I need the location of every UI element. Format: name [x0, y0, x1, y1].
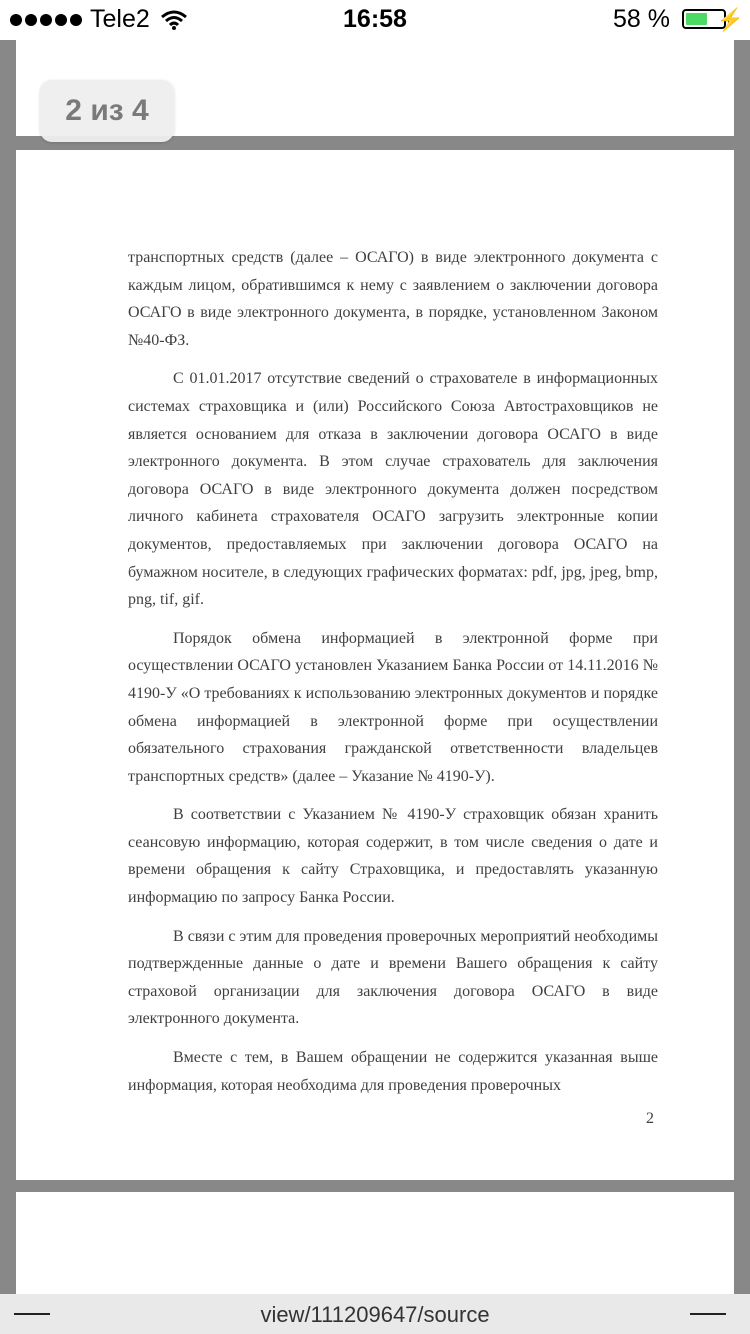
dash-icon [690, 1313, 726, 1315]
document-paragraph: транспортных средств (далее – ОСАГО) в виде электронного документа с каждым лицом, обратившимся к нему с заявлением о заключении договора ОСАГО в виде электронного документа, в порядке, установленном Законом №40-ФЗ. [128, 249, 658, 349]
browser-bottom-bar [0, 1294, 750, 1334]
document-paragraph: С 01.01.2017 отсутствие сведений о страхователе в информационных системах страховщика и (или) Российского Союза Автостраховщиков не является основанием для отказа в заключении договора ОСАГО в виде электронного документа. В этом случае страхователь для заключения договора ОСАГО в виде электронного документа должен посредством личного кабинета страхователя ОСАГО загрузить электронные копии документов, предоставляемых при заключении договора ОСАГО на бумажном носителе, в следующих графических форматах: pdf, jpg, jpeg, bmp, png, tif, gif. [128, 370, 658, 609]
battery-percent: 58 % [613, 5, 670, 33]
document-paragraph: В соответствии с Указанием № 4190-У страховщик обязан хранить сеансовую информацию, которая содержит, в том числе сведения о дате и времени обращения к сайту Страховщика, и предоставлять указанную информацию по запросу Банка России. [128, 806, 658, 907]
page-counter: 2 из 4 [40, 80, 174, 142]
document-paragraph: Вместе с тем, в Вашем обращении не содержится указанная выше информация, которая необходима для проведения проверочных [128, 1049, 658, 1094]
document-paragraph: В связи с этим для проведения проверочных мероприятий необходимы подтвержденные данные о дате и времени Вашего обращения к сайту страховой организации для заключения договора ОСАГО в виде электронного документа. [128, 927, 658, 1028]
carrier-name: Tele2 [90, 5, 150, 33]
page-number: 2 [646, 1110, 654, 1127]
status-bar [0, 0, 750, 40]
status-time: 16:58 [343, 5, 407, 33]
url-text[interactable]: view/111209647/source [260, 1302, 490, 1327]
next-page[interactable] [16, 1192, 734, 1294]
battery-level-fill [686, 13, 707, 25]
document-text [128, 244, 658, 1110]
charging-bolt-icon: ⚡ [716, 7, 744, 32]
document-paragraph: Порядок обмена информацией в электронной форме при осуществлении ОСАГО установлен Указанием Банка России от 14.11.2016 № 4190-У «О требованиях к использованию электронных документов и порядке обмена информацией в электронной форме при осуществлении обязательного страхования гражданской ответственности владельцев транспортных средств» (далее – Указание № 4190-У). [128, 629, 658, 785]
